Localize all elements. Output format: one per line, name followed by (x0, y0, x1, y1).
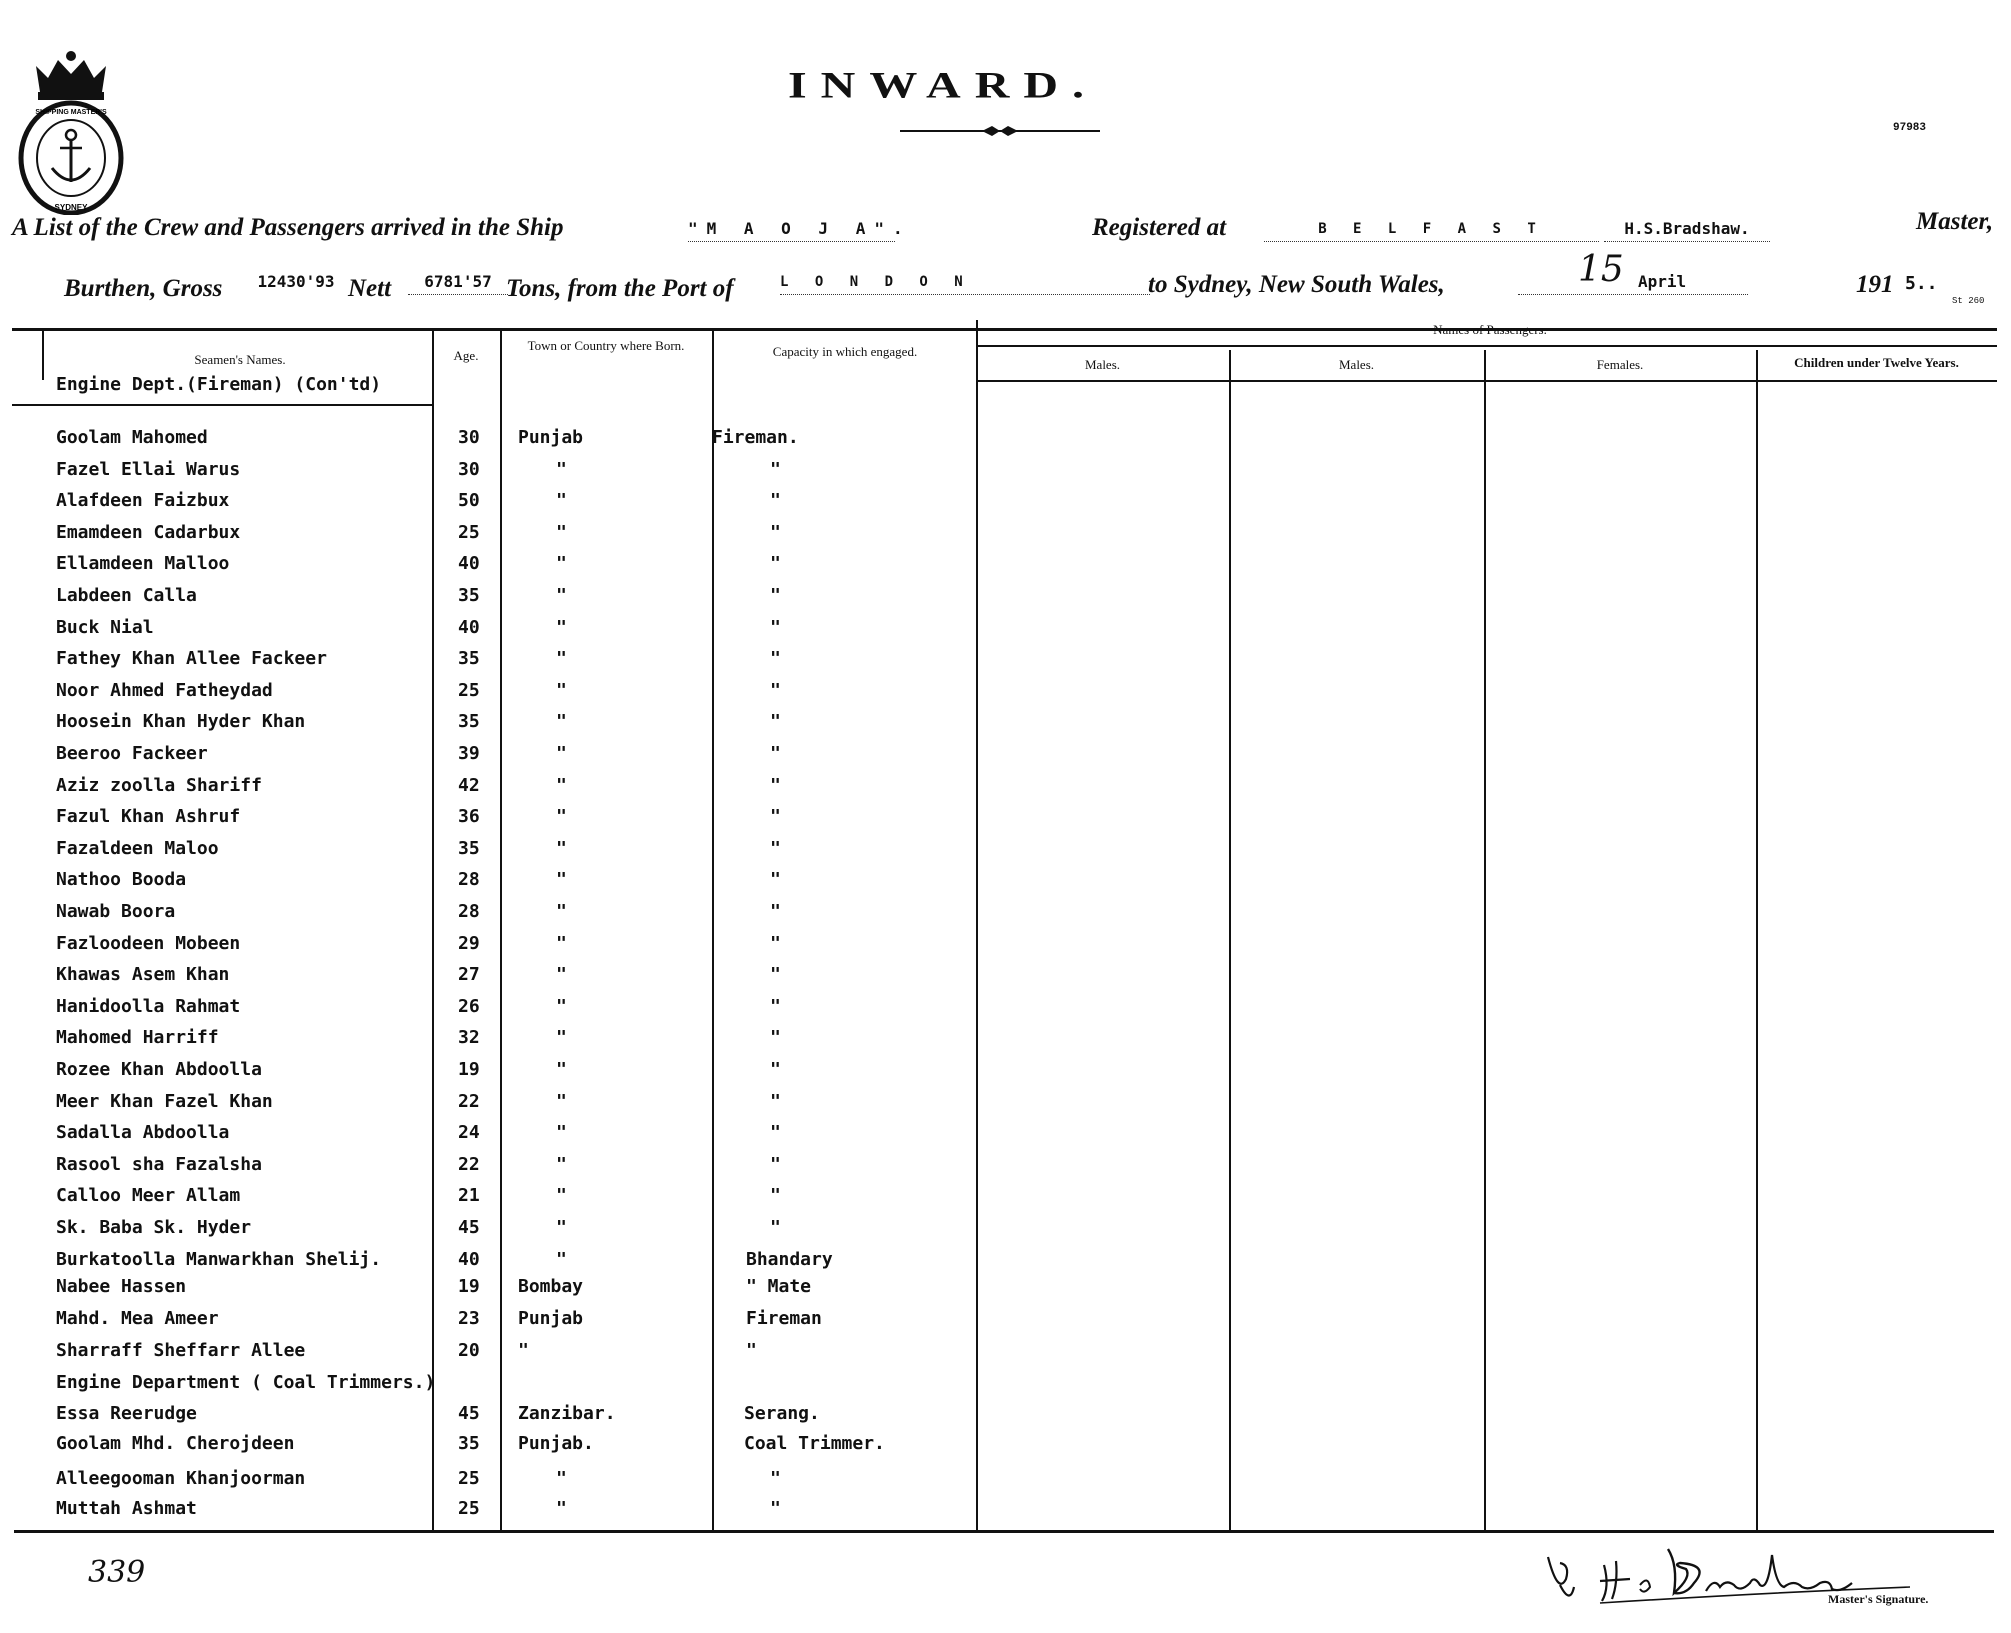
table-row (0, 520, 980, 546)
col-header-children: Children under Twelve Years. (1794, 355, 1959, 370)
seaman-name: Fazloodeen Mobeen (56, 932, 241, 954)
seaman-birthplace: " (556, 806, 567, 828)
seaman-capacity: Serang. (744, 1403, 820, 1424)
seaman-birthplace: " (556, 901, 567, 922)
names-header-rule (12, 404, 432, 406)
seaman-age: 26 (458, 995, 480, 1017)
seaman-name: Sk. Baba Sk. Hyder (56, 1217, 252, 1238)
seaman-age: 28 (458, 869, 480, 891)
col-divider-females (1484, 350, 1486, 1532)
table-row (0, 1274, 980, 1300)
seaman-birthplace: " (518, 1340, 529, 1361)
seaman-name: Rozee Khan Abdoolla (56, 1059, 262, 1080)
seaman-birthplace: " (556, 1185, 567, 1207)
seaman-name: Alleegooman Khanjoorman (56, 1468, 306, 1489)
seaman-capacity: " (770, 616, 781, 638)
seaman-birthplace: Punjab (518, 1308, 584, 1329)
burthen-label: Burthen, Gross (64, 275, 223, 302)
document-reference: St 260 (1952, 296, 1985, 306)
col-header-males-1: Males. (1084, 357, 1121, 372)
seaman-capacity: Coal Trimmer. (744, 1433, 885, 1454)
seaman-age: 35 (458, 837, 480, 859)
svg-text:SYDNEY: SYDNEY (54, 203, 88, 212)
seaman-capacity: " (770, 553, 781, 575)
seaman-age: 36 (458, 806, 480, 828)
seaman-name: Emamdeen Cadarbux (56, 521, 241, 543)
header-line-2 (12, 249, 1997, 302)
seaman-age: 19 (458, 1059, 480, 1080)
seaman-name: Nawab Boora (56, 901, 176, 922)
seaman-age: 30 (458, 458, 480, 480)
page-number: 339 (88, 1555, 146, 1590)
seaman-birthplace: Bombay (518, 1276, 584, 1297)
from-port-field: L O N D O N (780, 271, 1150, 295)
seaman-name: Fazaldeen Maloo (56, 837, 219, 859)
seaman-capacity: Bhandary (746, 1248, 833, 1270)
seaman-name: Muttah Ashmat (56, 1498, 197, 1519)
seaman-capacity: " (770, 490, 781, 512)
table-row (0, 1247, 980, 1273)
table-row (0, 773, 980, 799)
table-row (0, 1496, 980, 1522)
seaman-age: 32 (458, 1027, 480, 1049)
seaman-birthplace: " (556, 743, 567, 764)
table-row (0, 678, 980, 704)
seaman-birthplace: " (556, 490, 567, 512)
seaman-age: 22 (458, 1090, 480, 1112)
seaman-name: Burkatoolla Manwarkhan Shelij. (56, 1248, 382, 1270)
seaman-name: Sharraff Sheffarr Allee (56, 1340, 306, 1361)
col-header-names: Seamen's Names. (194, 352, 286, 367)
seaman-capacity: " (770, 521, 781, 543)
table-row (0, 1215, 980, 1241)
seaman-name: Aziz zoolla Shariff (56, 774, 262, 796)
seaman-birthplace: " (556, 995, 567, 1017)
seaman-capacity: " (770, 1185, 781, 1207)
seaman-birthplace: " (556, 774, 567, 796)
seaman-capacity: " (746, 1340, 757, 1361)
table-row (0, 931, 980, 957)
seaman-name: Buck Nial (56, 616, 154, 638)
seaman-name: Goolam Mhd. Cherojdeen (56, 1433, 295, 1454)
seaman-age: 45 (458, 1403, 480, 1424)
seaman-age: 40 (458, 616, 480, 638)
col-header-males-2: Males. (1338, 357, 1375, 372)
seaman-capacity: " (770, 964, 781, 986)
year-prefix: 191 (1856, 271, 1894, 298)
seaman-age: 42 (458, 774, 480, 796)
seaman-name: Mahomed Harriff (56, 1027, 219, 1049)
seaman-birthplace: " (556, 932, 567, 954)
seaman-birthplace: " (556, 711, 567, 733)
seaman-age: 25 (458, 521, 480, 543)
seaman-capacity: " (770, 1090, 781, 1112)
seaman-capacity: " (770, 1498, 781, 1519)
seaman-name: Hanidoolla Rahmat (56, 995, 241, 1017)
seaman-name: Fazel Ellai Warus (56, 458, 241, 480)
seaman-name: Nabee Hassen (56, 1276, 187, 1297)
seaman-age: 27 (458, 964, 480, 986)
seaman-age: 35 (458, 648, 480, 670)
table-top-rule (12, 328, 1997, 331)
seaman-birthplace: " (556, 1248, 567, 1270)
table-row (0, 1025, 980, 1051)
registered-port-field: B E L F A S T (1264, 218, 1599, 242)
seaman-birthplace: " (556, 1122, 567, 1144)
seaman-capacity: " (770, 743, 781, 764)
seaman-birthplace: " (556, 1468, 567, 1489)
master-label: Master, (1916, 208, 1994, 235)
seaman-capacity: " (770, 774, 781, 796)
table-row (0, 709, 980, 735)
arrival-month: April (1638, 272, 1687, 291)
table-row (0, 1120, 980, 1146)
seaman-capacity: " (770, 1059, 781, 1080)
table-row (0, 583, 980, 609)
seaman-birthplace: " (556, 1090, 567, 1112)
seaman-age: 40 (458, 1248, 480, 1270)
seaman-birthplace: " (556, 1059, 567, 1080)
shipping-office-seal (12, 30, 130, 215)
seaman-birthplace: " (556, 648, 567, 670)
table-row (0, 741, 980, 767)
header-line-1 (12, 208, 1997, 254)
seaman-age: 35 (458, 585, 480, 606)
seaman-name: Goolam Mahomed (56, 427, 208, 448)
seaman-capacity: Fireman (746, 1308, 822, 1329)
seaman-birthplace: Punjab. (518, 1433, 594, 1454)
seaman-age: 35 (458, 711, 480, 733)
table-row (0, 1057, 980, 1083)
table-row (0, 1152, 980, 1178)
seaman-name: Ellamdeen Malloo (56, 553, 230, 575)
seaman-birthplace: " (556, 1498, 567, 1519)
arrival-day: 15 (1578, 249, 1624, 290)
seaman-age: 45 (458, 1217, 480, 1238)
passenger-header-rule (976, 380, 1997, 382)
seaman-birthplace: " (556, 458, 567, 480)
seaman-name: Fazul Khan Ashruf (56, 806, 241, 828)
seaman-capacity: " (770, 1027, 781, 1049)
nett-label: Nett (348, 275, 392, 302)
page-title: INWARD. (788, 64, 1099, 107)
seaman-name: Alafdeen Faizbux (56, 490, 230, 512)
seaman-name: Rasool sha Fazalsha (56, 1153, 262, 1175)
seaman-age: 39 (458, 743, 480, 764)
seaman-name: Khawas Asem Khan (56, 964, 230, 986)
seaman-birthplace: " (556, 837, 567, 859)
seaman-birthplace: " (556, 1153, 567, 1175)
seaman-birthplace: " (556, 869, 567, 891)
seaman-capacity: " (770, 711, 781, 733)
seaman-age: 21 (458, 1185, 480, 1207)
seaman-age: 29 (458, 932, 480, 954)
seaman-name: Sadalla Abdoolla (56, 1122, 230, 1144)
seaman-age: 19 (458, 1276, 480, 1297)
seaman-name: Noor Ahmed Fatheydad (56, 679, 273, 701)
seaman-name: Essa Reerudge (56, 1403, 197, 1424)
col-header-capacity: Capacity in which engaged. (772, 344, 918, 359)
seaman-name: Calloo Meer Allam (56, 1185, 241, 1207)
seaman-capacity: " (770, 806, 781, 828)
table-row (0, 867, 980, 893)
table-row (0, 994, 980, 1020)
tons-from-label: Tons, from the Port of (506, 275, 734, 302)
ship-name-field: "M A O J A". (688, 218, 895, 242)
seaman-age: 25 (458, 1498, 480, 1519)
seaman-birthplace: " (556, 616, 567, 638)
table-row (0, 1183, 980, 1209)
seaman-birthplace: " (556, 964, 567, 986)
list-title-label: A List of the Crew and Passengers arrived in the Ship (12, 214, 564, 241)
col-divider-left (42, 330, 44, 380)
seaman-birthplace: Zanzibar. (518, 1403, 616, 1424)
seaman-age: 25 (458, 1468, 480, 1489)
table-row (0, 457, 980, 483)
passenger-subheader-rule (976, 345, 1997, 347)
table-row (0, 962, 980, 988)
section-fireman-heading: Engine Dept.(Fireman) (Con'td) (56, 374, 382, 395)
col-header-town: Town or Country where Born. (527, 338, 685, 353)
seaman-capacity: " (770, 1153, 781, 1175)
col-header-age: Age. (453, 348, 479, 363)
seaman-name: Beeroo Fackeer (56, 743, 208, 764)
table-row (0, 646, 980, 672)
table-row (0, 1401, 980, 1427)
table-row (0, 425, 980, 451)
table-row (0, 899, 980, 925)
seaman-capacity: " (770, 1468, 781, 1489)
seaman-birthplace: " (556, 679, 567, 701)
seaman-capacity: Fireman. (712, 427, 799, 448)
table-bottom-rule (14, 1530, 1994, 1533)
seaman-capacity: " (770, 585, 781, 606)
seaman-name: Meer Khan Fazel Khan (56, 1090, 273, 1112)
seaman-capacity: " (770, 648, 781, 670)
seaman-birthplace: " (556, 553, 567, 575)
seaman-birthplace: " (556, 521, 567, 543)
seaman-age: 35 (458, 1433, 480, 1454)
seaman-capacity: " Mate (746, 1276, 812, 1297)
seaman-capacity: " (770, 1122, 781, 1144)
seaman-capacity: " (770, 458, 781, 480)
col-divider-children (1756, 350, 1758, 1532)
table-row (0, 1338, 980, 1364)
seaman-capacity: " (770, 837, 781, 859)
table-row (0, 1431, 980, 1457)
seaman-age: 25 (458, 679, 480, 701)
gross-tons-field: 12430'93 (257, 272, 335, 291)
table-row (0, 804, 980, 830)
seaman-age: 40 (458, 553, 480, 575)
col-header-passengers: Names of Passengers. (1433, 322, 1547, 337)
seaman-capacity: " (770, 995, 781, 1017)
seaman-name: Mahd. Mea Ameer (56, 1308, 219, 1329)
seaman-age: 24 (458, 1122, 480, 1144)
table-row (0, 551, 980, 577)
seaman-capacity: " (770, 679, 781, 701)
document-id: 97983 (1893, 122, 1927, 134)
seaman-birthplace: " (556, 585, 567, 606)
seaman-capacity: " (770, 932, 781, 954)
seaman-age: 28 (458, 901, 480, 922)
year-suffix: 5.. (1905, 273, 1938, 294)
table-row (0, 1466, 980, 1492)
seaman-age: 22 (458, 1153, 480, 1175)
col-divider-males2 (1229, 350, 1231, 1532)
seaman-age: 23 (458, 1308, 480, 1329)
svg-text:SHIPPING MASTER'S: SHIPPING MASTER'S (35, 109, 107, 116)
seaman-birthplace: Punjab (518, 427, 584, 448)
table-row (0, 488, 980, 514)
seaman-name: Hoosein Khan Hyder Khan (56, 711, 306, 733)
seaman-birthplace: " (556, 1027, 567, 1049)
seaman-birthplace: " (556, 1217, 567, 1238)
seaman-age: 50 (458, 490, 480, 512)
destination-label: to Sydney, New South Wales, (1148, 271, 1445, 298)
col-header-females: Females. (1596, 357, 1644, 372)
seaman-capacity: " (770, 869, 781, 891)
title-ornament (900, 124, 1100, 138)
table-row (0, 1089, 980, 1115)
seaman-age: 30 (458, 427, 480, 448)
date-field (1518, 249, 1748, 295)
seaman-age: 20 (458, 1340, 480, 1361)
seaman-capacity: " (770, 901, 781, 922)
table-row (0, 615, 980, 641)
master-name-field: H.S.Bradshaw. (1604, 218, 1770, 242)
table-row (0, 1306, 980, 1332)
registered-label: Registered at (1092, 214, 1227, 241)
seaman-name: Nathoo Booda (56, 869, 187, 891)
seaman-name: Fathey Khan Allee Fackeer (56, 648, 327, 670)
section-coal-trimmers-heading: Engine Department ( Coal Trimmers.) (56, 1372, 436, 1393)
table-row (0, 836, 980, 862)
seaman-name: Labdeen Calla (56, 585, 197, 606)
nett-tons-field: 6781'57 (408, 271, 508, 295)
seaman-capacity: " (770, 1217, 781, 1238)
signature-label: Master's Signature. (1828, 1592, 1929, 1606)
